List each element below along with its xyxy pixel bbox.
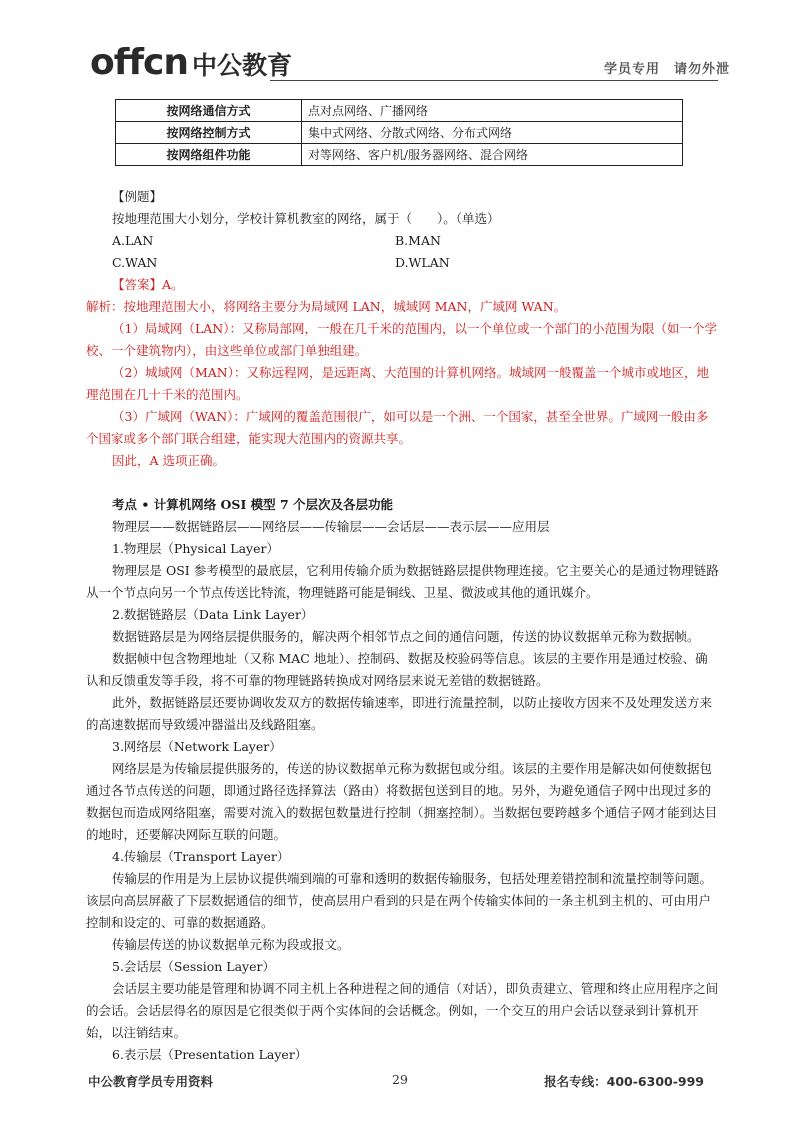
offcn-logo	[90, 42, 292, 83]
paragraph: 会话层主要功能是管理和协调不同主机上各种进程之间的通信（对话），即负责建立、管理和终止应用程序之间的会话。会话层得名的原因是它很类似于两个实体间的会话概念。例如，一个交互的用户会话以登录到计算机开始，以注销结束。	[86, 981, 719, 1040]
header-divider	[270, 80, 718, 81]
layer-heading: 3.网络层（Network Layer）	[112, 739, 282, 754]
table-key: 按网络组件功能	[116, 144, 302, 166]
logo-english-text: offcn	[90, 42, 189, 83]
layer-heading: 4.传输层（Transport Layer）	[112, 849, 290, 864]
logo-chinese-text: 中公教育	[192, 51, 293, 80]
paragraph: 传输层传送的协议数据单元称为段或报文。	[112, 937, 350, 952]
analysis-wan: （3）广域网（WAN）：广域网的覆盖范围很广，如可以是一个洲、一个国家，甚至全世界。广域网一般由多个国家或多个部门联合组建，能实现大范围内的资源共享。	[86, 409, 709, 446]
analysis-man: （2）城域网（MAN）：又称远程网，是远距离、大范围的计算机网络。城域网一般覆盖一个城市或地区，地理范围在几十千米的范围内。	[86, 365, 709, 402]
table-row	[116, 144, 683, 166]
paragraph: 数据链路层是为网络层提供服务的，解决两个相邻节点之间的通信问题，传送的协议数据单元称为数据帧。	[112, 629, 700, 644]
table-key: 按网络通信方式	[116, 100, 302, 122]
option-b: B.MAN	[395, 233, 441, 248]
section-title: 考点 • 计算机网络 OSI 模型 7 个层次及各层功能	[112, 497, 394, 512]
analysis-conclusion: 因此，A 选项正确。	[112, 453, 226, 468]
answer: 【答案】A。	[112, 277, 184, 292]
example-question: 按地理范围大小划分，学校计算机教室的网络，属于（ ）。（单选）	[112, 211, 500, 226]
header-notice: 学员专用 请勿外泄	[603, 62, 730, 77]
footer-hotline: 报名专线：400-6300-999	[544, 1074, 704, 1089]
layer-heading: 2.数据链路层（Data Link Layer）	[112, 607, 314, 622]
paragraph: 数据帧中包含物理地址（又称 MAC 地址）、控制码、数据及校验码等信息。该层的主要作用是通过校验、确认和反馈重发等手段，将不可靠的物理链路转换成对网络层来说无差错的数据链路。	[86, 651, 708, 688]
option-a: A.LAN	[112, 233, 154, 248]
options-row	[86, 252, 720, 274]
main-content	[86, 186, 720, 1066]
paragraph: 传输层的作用是为上层协议提供端到端的可靠和透明的数据传输服务，包括处理差错控制和流量控制等问题。该层向高层屏蔽了下层数据通信的细节，使高层用户看到的只是在两个传输实体间的一条主机到主机的、可由用户控制和设定的、可靠的数据通路。	[86, 871, 713, 930]
options-row	[86, 230, 720, 252]
table-value: 点对点网络、广播网络	[302, 100, 683, 122]
classification-table	[115, 99, 683, 166]
footer-left-text: 中公教育学员专用资料	[88, 1074, 214, 1089]
page-number: 29	[392, 1072, 408, 1087]
paragraph: 物理层是 OSI 参考模型的最底层，它利用传输介质为数据链路层提供物理连接。它主要关心的是通过物理链路从一个节点向另一个节点传送比特流，物理链路可能是铜线、卫星、微波或其他的通讯媒介。	[86, 563, 719, 600]
table-value: 对等网络、客户机/服务器网络、混合网络	[302, 144, 683, 166]
analysis: 解析：按地理范围大小，将网络主要分为局域网 LAN，城域网 MAN，广域网 WAN。	[86, 299, 567, 314]
option-d: D.WLAN	[395, 255, 450, 270]
paragraph: 此外，数据链路层还要协调收发双方的数据传输速率，即进行流量控制，以防止接收方因来不及处理发送方来的高速数据而导致缓冲器溢出及线路阻塞。	[86, 695, 713, 732]
table-value: 集中式网络、分散式网络、分布式网络	[302, 122, 683, 144]
layer-heading: 6.表示层（Presentation Layer）	[112, 1047, 308, 1062]
layer-heading: 5.会话层（Session Layer）	[112, 959, 275, 974]
layer-sequence: 物理层——数据链路层——网络层——传输层——会话层——表示层——应用层	[112, 519, 550, 534]
layer-heading: 1.物理层（Physical Layer）	[112, 541, 279, 556]
table-row	[116, 100, 683, 122]
paragraph: 网络层是为传输层提供服务的，传送的协议数据单元称为数据包或分组。该层的主要作用是解决如何使数据包通过各节点传送的问题，即通过路径选择算法（路由）将数据包送到目的地。另外，为避免通信子网中出现过多的数据包而造成网络阻塞，需要对流入的数据包数量进行控制（拥塞控制）。当数据包要跨越多个通信子网才能到达目的地时，还要解决网际互联的问题。	[86, 761, 718, 842]
table-row	[116, 122, 683, 144]
table-key: 按网络控制方式	[116, 122, 302, 144]
option-c: C.WAN	[112, 255, 158, 270]
example-label: 【例题】	[112, 189, 163, 204]
analysis-lan: （1）局域网（LAN）：又称局部网，一般在几千米的范围内，以一个单位或一个部门的小范围为限（如一个学校、一个建筑物内），由这些单位或部门单独组建。	[86, 321, 717, 358]
